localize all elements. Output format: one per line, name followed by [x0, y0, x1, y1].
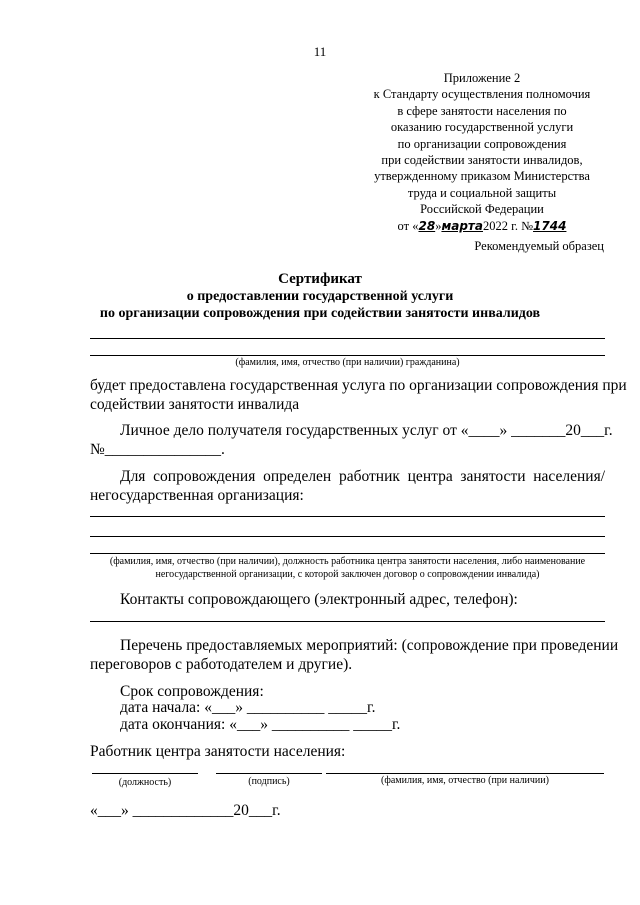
recommended-sample-label: Рекомендуемый образец — [474, 239, 604, 253]
certificate-title: Сертификат — [278, 271, 362, 287]
assignment-line-2: негосударственная организация: — [90, 487, 304, 504]
appendix-line-1: Приложение 2 — [443, 71, 521, 85]
service-text-line-1: будет предоставлена государственная услуга по организации сопровождения при — [90, 377, 627, 394]
appendix-line-6: при содействии занятости инвалидов, — [381, 153, 583, 168]
appendix-line-3: в сфере занятости населения по — [397, 103, 567, 118]
appendix-line-2: к Стандарту осуществления полномочия — [373, 87, 591, 102]
service-text-line-2: содействии занятости инвалида — [90, 396, 300, 413]
period-label: Срок сопровождения: — [120, 683, 264, 700]
underline-worker-2 — [90, 536, 605, 537]
caption-citizen: (фамилия, имя, отчество (при наличии) гражданина) — [235, 357, 460, 368]
appendix-block — [360, 70, 604, 234]
activities-line-2: переговоров с работодателем и другие). — [90, 656, 353, 673]
employee-label: Работник центра занятости населения: — [90, 743, 346, 760]
certificate-subtitle-2: по организации сопровождения при содействии занятости инвалидов — [99, 306, 541, 321]
underline-worker-1 — [90, 516, 605, 517]
line-signature — [216, 773, 322, 774]
line-full-name — [326, 773, 604, 774]
caption-signature: (подпись) — [248, 776, 290, 787]
caption-position: (должность) — [118, 777, 172, 788]
personal-file-line: Личное дело получателя государственных услуг от «____» _______20___г. — [120, 422, 613, 439]
assignment-line-1: Для сопровождения определен работник центра занятости населения/ — [120, 468, 605, 485]
activities-line-1: Перечень предоставляемых мероприятий: (сопровождение при проведении — [120, 637, 619, 654]
appendix-line-4: оказанию государственной услуги — [390, 120, 574, 135]
appendix-order-line — [360, 218, 604, 234]
order-number-handwritten: 1744 — [533, 218, 567, 233]
certificate-subtitle-1: о предоставлении государственной услуги — [186, 289, 454, 304]
contacts-label: Контакты сопровождающего (электронный адрес, телефон): — [120, 591, 518, 608]
page-number: 11 — [313, 44, 327, 59]
period-start: дата начала: «___» __________ _____г. — [120, 699, 376, 716]
order-date-quote: » — [435, 218, 442, 233]
appendix-line-9: Российской Федерации — [420, 202, 544, 217]
caption-worker-2: негосударственной организации, с которой заключен договор о сопровождении инвалида) — [155, 569, 540, 580]
underline-citizen-1 — [90, 338, 605, 339]
appendix-line-7: утвержденному приказом Министерства — [374, 169, 590, 184]
personal-file-number: №_______________. — [90, 441, 225, 458]
caption-worker-1: (фамилия, имя, отчество (при наличии), должность работника центра занятости населения, либо наименование — [109, 556, 586, 567]
order-date-prefix: от « — [397, 218, 419, 233]
underline-citizen-2 — [90, 355, 605, 356]
appendix-line-5: по организации сопровождения — [397, 136, 567, 151]
order-day-handwritten: 28 — [418, 218, 436, 233]
appendix-line-8: труда и социальной защиты — [407, 185, 557, 200]
line-position — [92, 773, 198, 774]
caption-full-name: (фамилия, имя, отчество (при наличии) — [381, 775, 549, 786]
underline-worker-3 — [90, 553, 605, 554]
bottom-date-line: «___» _____________20___г. — [90, 802, 281, 819]
underline-contacts — [90, 621, 605, 622]
period-end: дата окончания: «___» __________ _____г. — [120, 716, 401, 733]
order-month-handwritten: марта — [441, 218, 483, 233]
order-year-text: 2022 г. № — [483, 218, 534, 233]
